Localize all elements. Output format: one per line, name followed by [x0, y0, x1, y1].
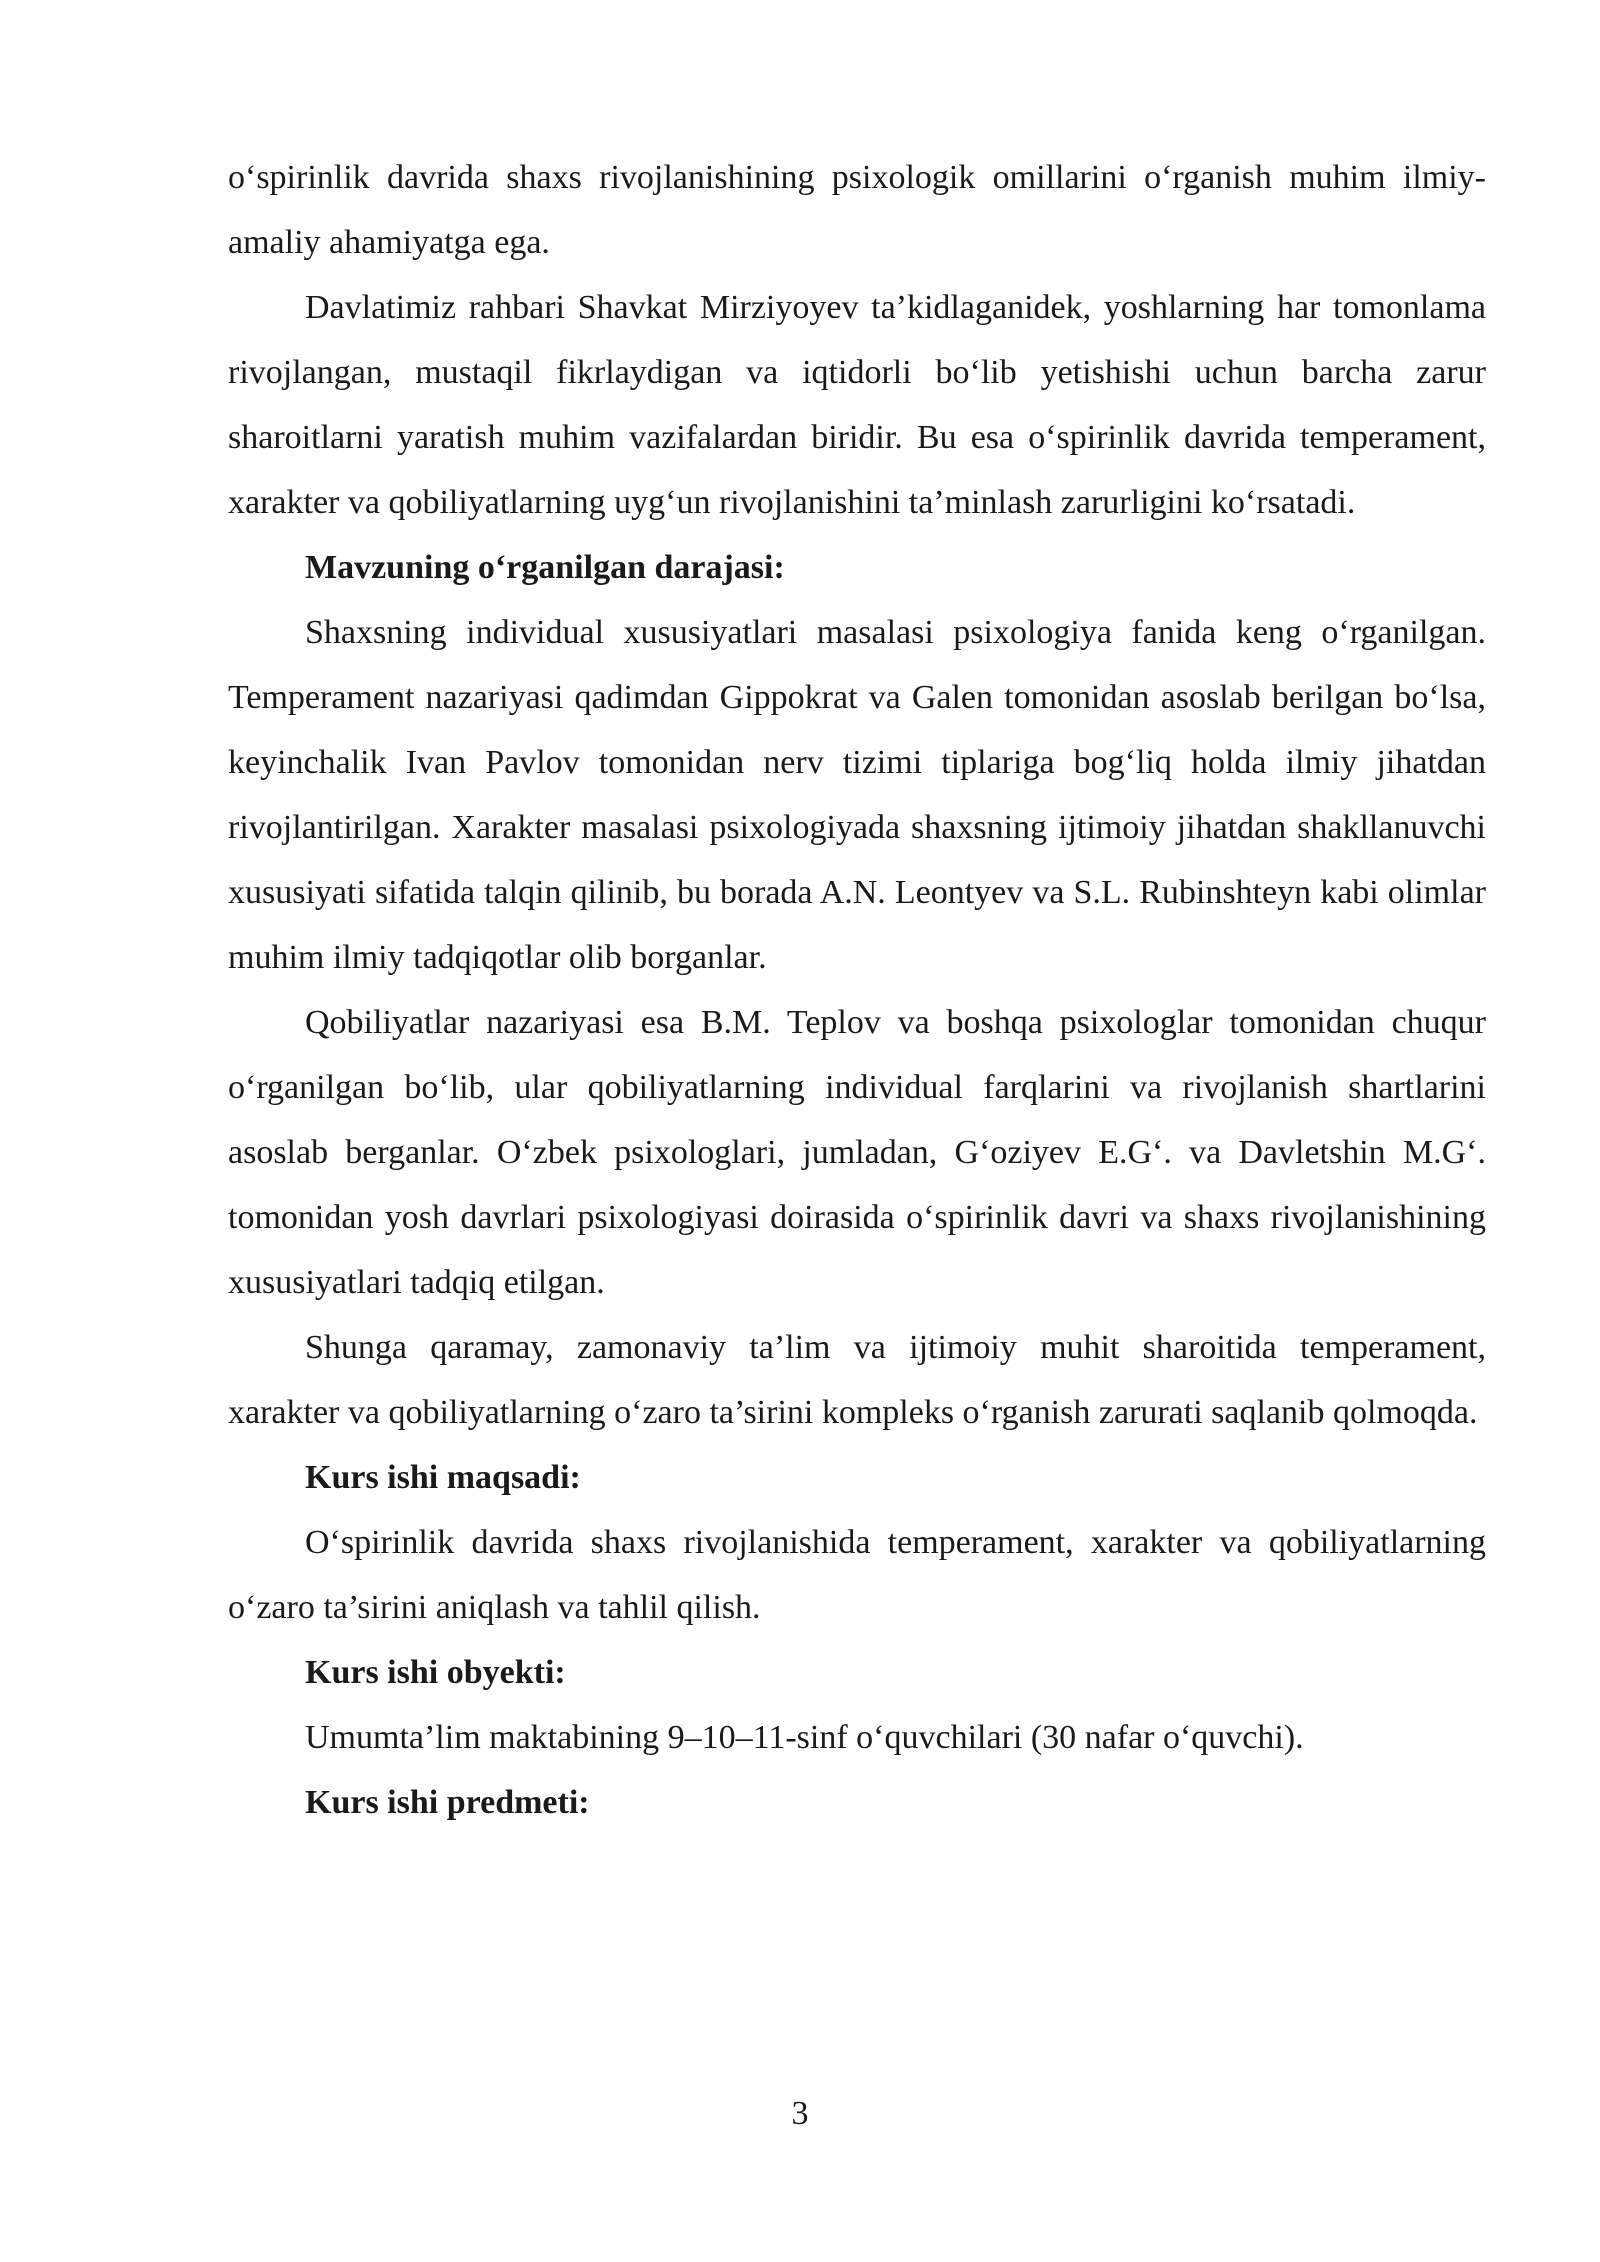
paragraph-president-quote: Davlatimiz rahbari Shavkat Mirziyoyev ta’kidlaganidek, yoshlarning har tomonlama rivojlangan, mustaqil fikrlaydigan va iqtidorli bo‘lib yetishishi uchun barcha zarur sharoitlarni yaratish muhim vazifalardan biridir. Bu esa o‘spirinlik davrida temperament, xarakter va qobiliyatlarning uyg‘un rivojlanishini ta’minlash zarurligini ko‘rsatadi.: [228, 289, 1486, 521]
page-number: 3: [791, 2095, 809, 2132]
heading-course-goal: Kurs ishi maqsadi:: [305, 1459, 581, 1496]
heading-course-object: Kurs ishi obyekti:: [305, 1654, 566, 1691]
paragraph-course-goal: O‘spirinlik davrida shaxs rivojlanishida temperament, xarakter va qobiliyatlarning o‘zaro ta’sirini aniqlash va tahlil qilish.: [228, 1524, 1486, 1626]
heading-study-level: Mavzuning o‘rganilgan darajasi:: [305, 549, 785, 586]
paragraph-intro-continuation: o‘spirinlik davrida shaxs rivojlanishining psixologik omillarini o‘rganish muhim ilmiy-amaliy ahamiyatga ega.: [228, 159, 1486, 261]
paragraph-abilities-theory: Qobiliyatlar nazariyasi esa B.M. Teplov va boshqa psixologlar tomonidan chuqur o‘rganilgan bo‘lib, ular qobiliyatlarning individual farqlarini va rivojlanish shartlarini asoslab berganlar. O‘zbek psixologlari, jumladan, G‘oziyev E.G‘. va Davletshin M.G‘. tomonidan yosh davrlari psixologiyasi doirasida o‘spirinlik davri va shaxs rivojlanishining xususiyatlari tadqiq etilgan.: [228, 1004, 1486, 1301]
paragraph-modern-context: Shunga qaramay, zamonaviy ta’lim va ijtimoiy muhit sharoitida temperament, xarakter va qobiliyatlarning o‘zaro ta’sirini kompleks o‘rganish zarurati saqlanib qolmoqda.: [228, 1329, 1486, 1431]
heading-course-subject: Kurs ishi predmeti:: [305, 1784, 590, 1821]
document-page: [228, 145, 1486, 1835]
paragraph-course-object: Umumta’lim maktabining 9–10–11-sinf o‘quvchilari (30 nafar o‘quvchi).: [305, 1719, 1304, 1756]
paragraph-individual-traits: Shaxsning individual xususiyatlari masalasi psixologiya fanida keng o‘rganilgan. Temperament nazariyasi qadimdan Gippokrat va Galen tomonidan asoslab berilgan bo‘lsa, keyinchalik Ivan Pavlov tomonidan nerv tizimi tiplariga bog‘liq holda ilmiy jihatdan rivojlantirilgan. Xarakter masalasi psixologiyada shaxsning ijtimoiy jihatdan shakllanuvchi xususiyati sifatida talqin qilinib, bu borada A.N. Leontyev va S.L. Rubinshteyn kabi olimlar muhim ilmiy tadqiqotlar olib borganlar.: [228, 614, 1486, 976]
